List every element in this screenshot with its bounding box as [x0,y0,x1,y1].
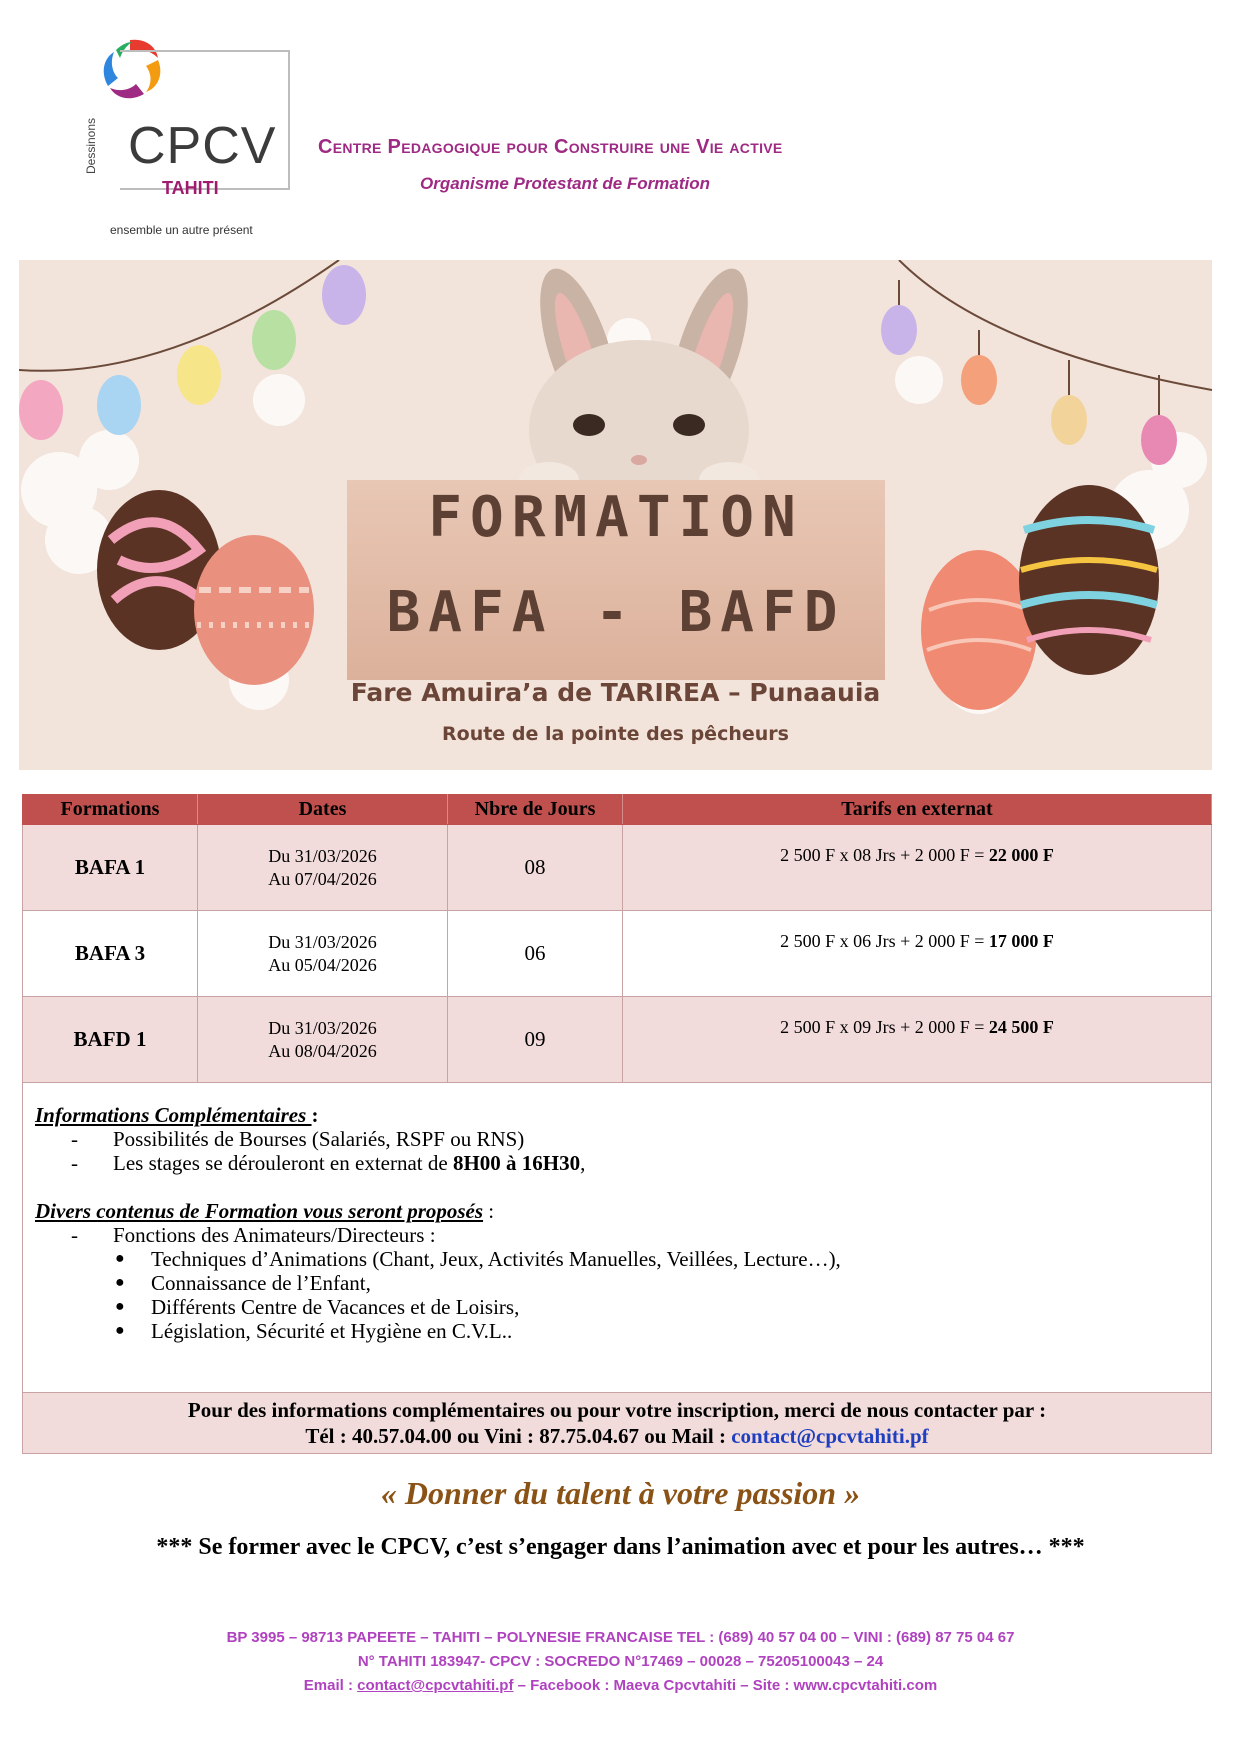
formation-days: 06 [448,911,623,997]
organization-title: Centre Pedagogique pour Construire une Vie active [318,136,783,158]
contact-row [23,1393,1212,1454]
date-to: Au 08/04/2026 [268,1040,377,1061]
logo-name: CPCV [128,117,277,175]
contact-email-link[interactable]: contact@cpcvtahiti.pf [731,1424,929,1448]
info-heading-complementary: Informations Complémentaires : [35,1103,319,1127]
bullet-item: ● Différents Centre de Vacances et de Loisirs, [115,1295,520,1319]
formation-dates [198,911,448,997]
formation-name: BAFA 1 [23,825,198,911]
tarif-calculation: 2 500 F x 09 Jrs + 2 000 F = [780,1017,989,1037]
contact-line2: Tél : 40.57.04.00 ou Vini : 87.75.04.67 ou Mail : contact@cpcvtahiti.pf [305,1424,929,1448]
formation-name: BAFD 1 [23,997,198,1083]
table-header-row [23,795,1212,825]
easter-banner [19,260,1212,770]
banner-title-line1: FORMATION [428,485,804,550]
formation-dates [198,997,448,1083]
bullet-item: ● Techniques d’Animations (Chant, Jeux, Activités Manuelles, Veillées, Lecture…), [115,1247,841,1271]
organization-subtitle: Organisme Protestant de Formation [420,174,710,193]
bullet-item: ● Législation, Sécurité et Hygiène en C.V.L.. [115,1319,513,1343]
bullet-icon: ● [115,1298,125,1315]
formation-dates [198,825,448,911]
formation-days: 09 [448,997,623,1083]
chocolate-egg-right [1019,485,1159,675]
tarif-calculation: 2 500 F x 08 Jrs + 2 000 F = [780,845,989,865]
tarif-total: 24 500 F [988,1017,1054,1037]
formation-days: 08 [448,825,623,911]
banner-title-line2: BAFA - BAFD [386,580,846,645]
footer [0,1626,1241,1698]
info-heading-content: Divers contenus de Formation vous seront proposés : [35,1199,495,1223]
date-to: Au 05/04/2026 [268,954,377,975]
info-row [23,1083,1212,1393]
formation-tarif [623,997,1212,1083]
table-row [23,825,1212,911]
formation-tarif [623,825,1212,911]
column-header-days: Nbre de Jours [448,795,623,825]
list-item: - Possibilités de Bourses (Salariés, RSPF ou RNS) [71,1127,525,1151]
bullet-icon: ● [115,1250,125,1267]
bullet-icon: ● [115,1274,125,1291]
banner-address: Route de la pointe des pêcheurs [442,723,789,745]
slogan: « Donner du talent à votre passion » [380,1475,861,1511]
tarif-total: 17 000 F [988,931,1054,951]
tarif-total: 22 000 F [988,845,1054,865]
logo-vertical-text: Dessinons [84,117,98,174]
column-header-tarifs: Tarifs en externat [623,795,1212,825]
bullet-item: ● Connaissance de l’Enfant, [115,1271,371,1295]
date-from: Du 31/03/2026 [268,845,377,866]
date-from: Du 31/03/2026 [268,931,377,952]
table-row [23,911,1212,997]
list-item: - Les stages se dérouleront en externat de 8H00 à 16H30, [71,1151,586,1175]
additional-info [23,1083,1212,1393]
footer-address: BP 3995 – 98713 PAPEETE – TAHITI – POLYNESIE FRANCAISE TEL : (689) 40 57 04 00 – VINI : (689) 87 75 04 67 [226,1629,1015,1646]
table-row [23,997,1212,1083]
tarif-calculation: 2 500 F x 06 Jrs + 2 000 F = [780,931,989,951]
date-to: Au 07/04/2026 [268,868,377,889]
column-header-formations: Formations [23,795,198,825]
egg-left-1 [19,380,63,440]
training-table [22,794,1212,1454]
logo-tagline: ensemble un autre présent [110,223,253,237]
date-from: Du 31/03/2026 [268,1017,377,1038]
logo-region: TAHITI [162,178,219,198]
engagement-statement: *** Se former avec le CPCV, c’est s’engager dans l’animation avec et pour les autres… *** [156,1534,1085,1560]
contact-info [23,1393,1212,1454]
cpcv-logo [84,30,300,237]
footer-contact: Email : contact@cpcvtahiti.pf – Facebook : Maeva Cpcvtahiti – Site : www.cpcvtahiti.com [303,1677,938,1694]
coral-egg-left [194,535,314,685]
formation-tarif [623,911,1212,997]
bullet-icon: ● [115,1322,125,1339]
banner-location: Fare Amuira’a de TARIREA – Punaauia [350,678,881,707]
column-header-dates: Dates [198,795,448,825]
footer-email-link[interactable]: contact@cpcvtahiti.pf [357,1677,514,1694]
contact-line1: Pour des informations complémentaires ou pour votre inscription, merci de nous contacter par : [187,1398,1047,1422]
list-item: - Fonctions des Animateurs/Directeurs : [71,1223,436,1247]
footer-registration: N° TAHITI 183947- CPCV : SOCREDO N°17469 – 00028 – 75205100043 – 24 [357,1653,884,1670]
formation-name: BAFA 3 [23,911,198,997]
